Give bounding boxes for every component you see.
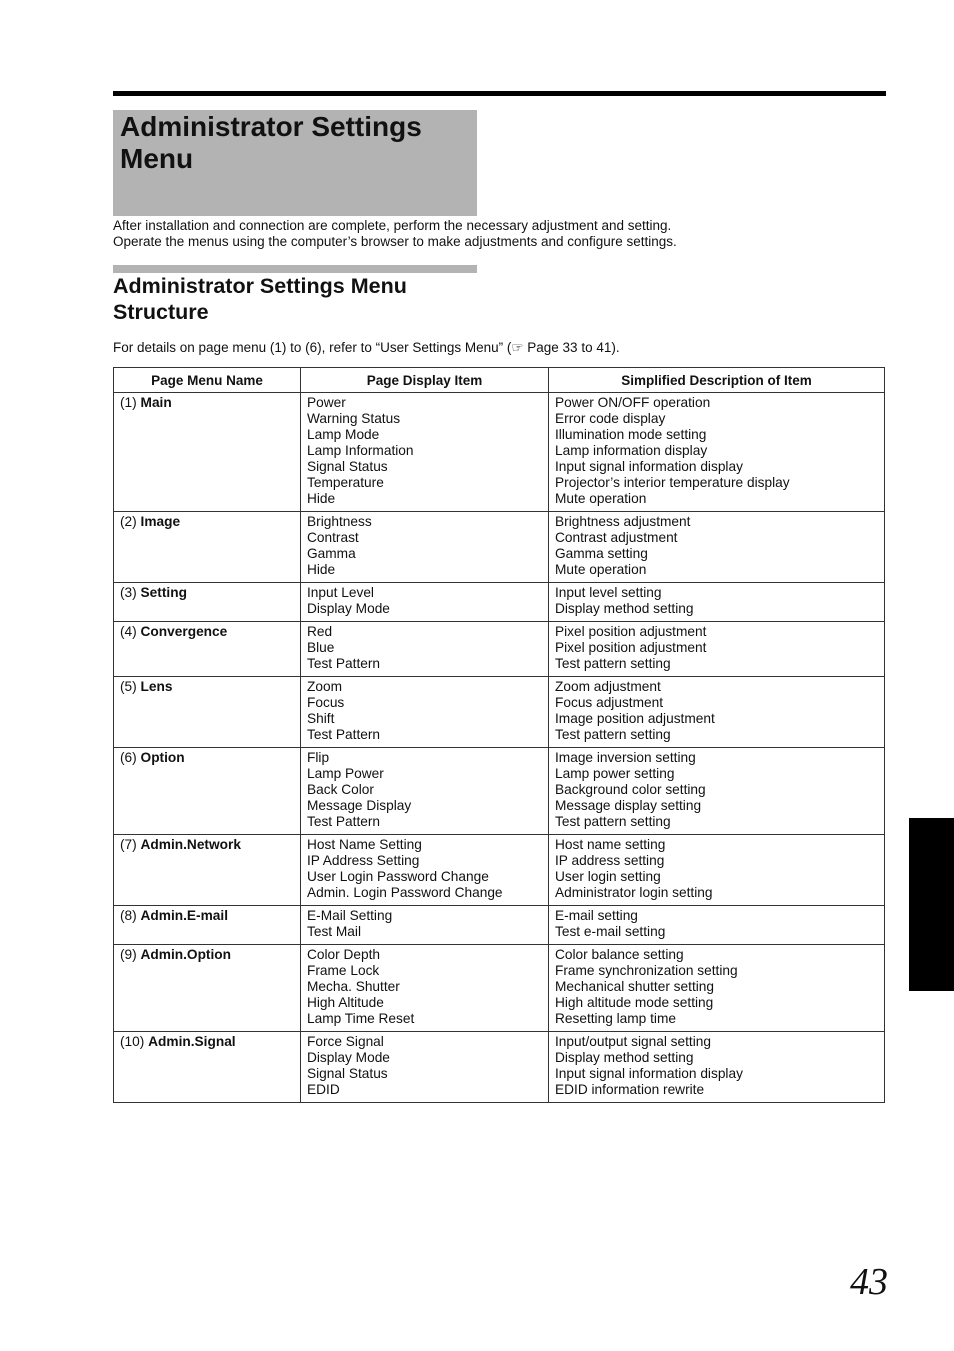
top-rule bbox=[113, 91, 886, 96]
menu-name-cell bbox=[114, 906, 301, 945]
descriptions-cell bbox=[549, 677, 885, 748]
display-item: Zoom bbox=[307, 679, 342, 694]
descriptions-cell bbox=[549, 945, 885, 1032]
descriptions-cell bbox=[549, 393, 885, 512]
menu-name-cell bbox=[114, 393, 301, 512]
display-item: Test Pattern bbox=[307, 814, 381, 829]
item-description: Test pattern setting bbox=[555, 656, 671, 671]
display-item: Color Depth bbox=[307, 947, 381, 962]
item-description: Input signal information display bbox=[555, 459, 743, 474]
descriptions-cell bbox=[549, 835, 885, 906]
display-item: User Login Password Change bbox=[307, 869, 489, 884]
item-description: Display method setting bbox=[555, 1050, 694, 1065]
display-item: Admin. Login Password Change bbox=[307, 885, 503, 900]
menu-name: Admin.Signal bbox=[148, 1034, 236, 1049]
descriptions-cell bbox=[549, 622, 885, 677]
display-item: Hide bbox=[307, 562, 336, 577]
item-description: EDID information rewrite bbox=[555, 1082, 705, 1097]
descriptions-cell bbox=[549, 906, 885, 945]
item-description: Mechanical shutter setting bbox=[555, 979, 715, 994]
table-row bbox=[114, 393, 885, 512]
display-item: Lamp Information bbox=[307, 443, 414, 458]
menu-number: (10) bbox=[120, 1034, 145, 1049]
item-description: Display method setting bbox=[555, 601, 694, 616]
display-item: Brightness bbox=[307, 514, 372, 529]
display-item: Test Pattern bbox=[307, 656, 381, 671]
display-item: Focus bbox=[307, 695, 345, 710]
display-item: Signal Status bbox=[307, 1066, 388, 1081]
item-description: Resetting lamp time bbox=[555, 1011, 676, 1026]
item-description: Power ON/OFF operation bbox=[555, 395, 711, 410]
display-item: Gamma bbox=[307, 546, 356, 561]
item-description: Mute operation bbox=[555, 562, 647, 577]
item-description: Illumination mode setting bbox=[555, 427, 707, 442]
display-items-cell bbox=[301, 835, 549, 906]
display-items-cell bbox=[301, 748, 549, 835]
menu-name: Admin.Network bbox=[140, 837, 241, 852]
item-description: Mute operation bbox=[555, 491, 647, 506]
item-description: Administrator login setting bbox=[555, 885, 713, 900]
section-title-line-1: Administrator Settings Menu bbox=[113, 274, 407, 298]
display-item: Mecha. Shutter bbox=[307, 979, 400, 994]
item-description: Message display setting bbox=[555, 798, 702, 813]
menu-name: Setting bbox=[140, 585, 187, 600]
display-items-cell bbox=[301, 677, 549, 748]
menu-name-cell bbox=[114, 512, 301, 583]
side-tab bbox=[909, 818, 954, 991]
display-item: Red bbox=[307, 624, 333, 639]
menu-number: (5) bbox=[120, 679, 137, 694]
item-description: E-mail setting bbox=[555, 908, 638, 923]
display-item: Flip bbox=[307, 750, 330, 765]
header-page-display-item: Page Display Item bbox=[301, 368, 549, 393]
table-body bbox=[114, 393, 885, 1103]
menu-number: (8) bbox=[120, 908, 137, 923]
descriptions-cell bbox=[549, 1032, 885, 1103]
descriptions-cell bbox=[549, 583, 885, 622]
table-row bbox=[114, 748, 885, 835]
item-description: Error code display bbox=[555, 411, 666, 426]
page-number: 43 bbox=[850, 1261, 888, 1303]
reference-note: For details on page menu (1) to (6), refer to “User Settings Menu” (☞ Page 33 to 41). bbox=[113, 340, 620, 355]
item-description: Image position adjustment bbox=[555, 711, 715, 726]
menu-name: Admin.Option bbox=[140, 947, 232, 962]
table-row bbox=[114, 945, 885, 1032]
display-item: Lamp Time Reset bbox=[307, 1011, 415, 1026]
display-items-cell bbox=[301, 622, 549, 677]
item-description: Zoom adjustment bbox=[555, 679, 661, 694]
item-description: Frame synchronization setting bbox=[555, 963, 738, 978]
table-row bbox=[114, 1032, 885, 1103]
display-item: IP Address Setting bbox=[307, 853, 420, 868]
title-box bbox=[113, 110, 477, 216]
menu-number: (2) bbox=[120, 514, 137, 529]
page-title-line-1: Administrator Settings bbox=[120, 111, 422, 142]
item-description: Projector’s interior temperature display bbox=[555, 475, 790, 490]
menu-name: Lens bbox=[140, 679, 173, 694]
item-description: Test e-mail setting bbox=[555, 924, 666, 939]
item-description: Test pattern setting bbox=[555, 727, 671, 742]
display-item: Frame Lock bbox=[307, 963, 380, 978]
item-description: Focus adjustment bbox=[555, 695, 664, 710]
item-description: Image inversion setting bbox=[555, 750, 696, 765]
intro-text bbox=[113, 218, 873, 250]
table-row bbox=[114, 677, 885, 748]
display-item: Lamp Power bbox=[307, 766, 384, 781]
display-item: Shift bbox=[307, 711, 335, 726]
item-description: Test pattern setting bbox=[555, 814, 671, 829]
display-item: Test Mail bbox=[307, 924, 362, 939]
item-description: User login setting bbox=[555, 869, 661, 884]
item-description: Contrast adjustment bbox=[555, 530, 678, 545]
display-item: Warning Status bbox=[307, 411, 401, 426]
item-description: Color balance setting bbox=[555, 947, 684, 962]
intro-line-2: Operate the menus using the computer’s browser to make adjustments and configure settings. bbox=[113, 234, 677, 249]
display-item: Contrast bbox=[307, 530, 359, 545]
table-row bbox=[114, 835, 885, 906]
display-item: Test Pattern bbox=[307, 727, 381, 742]
menu-name: Main bbox=[140, 395, 172, 410]
menu-number: (1) bbox=[120, 395, 137, 410]
menu-number: (6) bbox=[120, 750, 137, 765]
menu-name-cell bbox=[114, 583, 301, 622]
menu-name: Image bbox=[140, 514, 181, 529]
display-item: Force Signal bbox=[307, 1034, 384, 1049]
item-description: Input signal information display bbox=[555, 1066, 743, 1081]
table-row bbox=[114, 906, 885, 945]
display-item: Lamp Mode bbox=[307, 427, 380, 442]
header-page-menu-name: Page Menu Name bbox=[114, 368, 301, 393]
table-row bbox=[114, 622, 885, 677]
display-items-cell bbox=[301, 945, 549, 1032]
display-item: Signal Status bbox=[307, 459, 388, 474]
display-item: Back Color bbox=[307, 782, 374, 797]
item-description: IP address setting bbox=[555, 853, 665, 868]
menu-name-cell bbox=[114, 622, 301, 677]
display-item: Blue bbox=[307, 640, 335, 655]
display-item: Hide bbox=[307, 491, 336, 506]
item-description: Background color setting bbox=[555, 782, 706, 797]
header-simplified-description: Simplified Description of Item bbox=[549, 368, 885, 393]
item-description: Gamma setting bbox=[555, 546, 648, 561]
item-description: Pixel position adjustment bbox=[555, 624, 707, 639]
display-items-cell bbox=[301, 906, 549, 945]
display-items-cell bbox=[301, 512, 549, 583]
menu-name-cell bbox=[114, 677, 301, 748]
intro-line-1: After installation and connection are complete, perform the necessary adjustment and setting. bbox=[113, 218, 672, 233]
section-title bbox=[113, 273, 513, 325]
menu-structure-table bbox=[113, 367, 885, 1103]
display-item: Message Display bbox=[307, 798, 412, 813]
display-items-cell bbox=[301, 583, 549, 622]
menu-name: Admin.E-mail bbox=[140, 908, 229, 923]
display-item: E-Mail Setting bbox=[307, 908, 393, 923]
display-item: High Altitude bbox=[307, 995, 384, 1010]
display-item: Temperature bbox=[307, 475, 384, 490]
table-row bbox=[114, 583, 885, 622]
menu-name-cell bbox=[114, 1032, 301, 1103]
display-item: Display Mode bbox=[307, 601, 390, 616]
section-title-line-2: Structure bbox=[113, 300, 209, 324]
menu-number: (4) bbox=[120, 624, 137, 639]
menu-number: (9) bbox=[120, 947, 137, 962]
item-description: Lamp power setting bbox=[555, 766, 675, 781]
display-item: EDID bbox=[307, 1082, 340, 1097]
item-description: Lamp information display bbox=[555, 443, 708, 458]
table-header-row bbox=[114, 368, 885, 393]
section-bar bbox=[113, 265, 477, 273]
menu-name-cell bbox=[114, 835, 301, 906]
menu-number: (3) bbox=[120, 585, 137, 600]
item-description: Pixel position adjustment bbox=[555, 640, 707, 655]
display-item: Host Name Setting bbox=[307, 837, 422, 852]
item-description: Brightness adjustment bbox=[555, 514, 691, 529]
descriptions-cell bbox=[549, 512, 885, 583]
menu-name: Option bbox=[140, 750, 185, 765]
display-item: Power bbox=[307, 395, 346, 410]
item-description: Input level setting bbox=[555, 585, 662, 600]
display-item: Input Level bbox=[307, 585, 374, 600]
menu-name-cell bbox=[114, 748, 301, 835]
display-item: Display Mode bbox=[307, 1050, 390, 1065]
display-items-cell bbox=[301, 1032, 549, 1103]
item-description: Host name setting bbox=[555, 837, 666, 852]
menu-number: (7) bbox=[120, 837, 137, 852]
page-title bbox=[120, 111, 477, 175]
table-row bbox=[114, 512, 885, 583]
item-description: High altitude mode setting bbox=[555, 995, 714, 1010]
descriptions-cell bbox=[549, 748, 885, 835]
menu-name-cell bbox=[114, 945, 301, 1032]
menu-name: Convergence bbox=[140, 624, 228, 639]
item-description: Input/output signal setting bbox=[555, 1034, 711, 1049]
page-title-line-2: Menu bbox=[120, 143, 194, 174]
display-items-cell bbox=[301, 393, 549, 512]
